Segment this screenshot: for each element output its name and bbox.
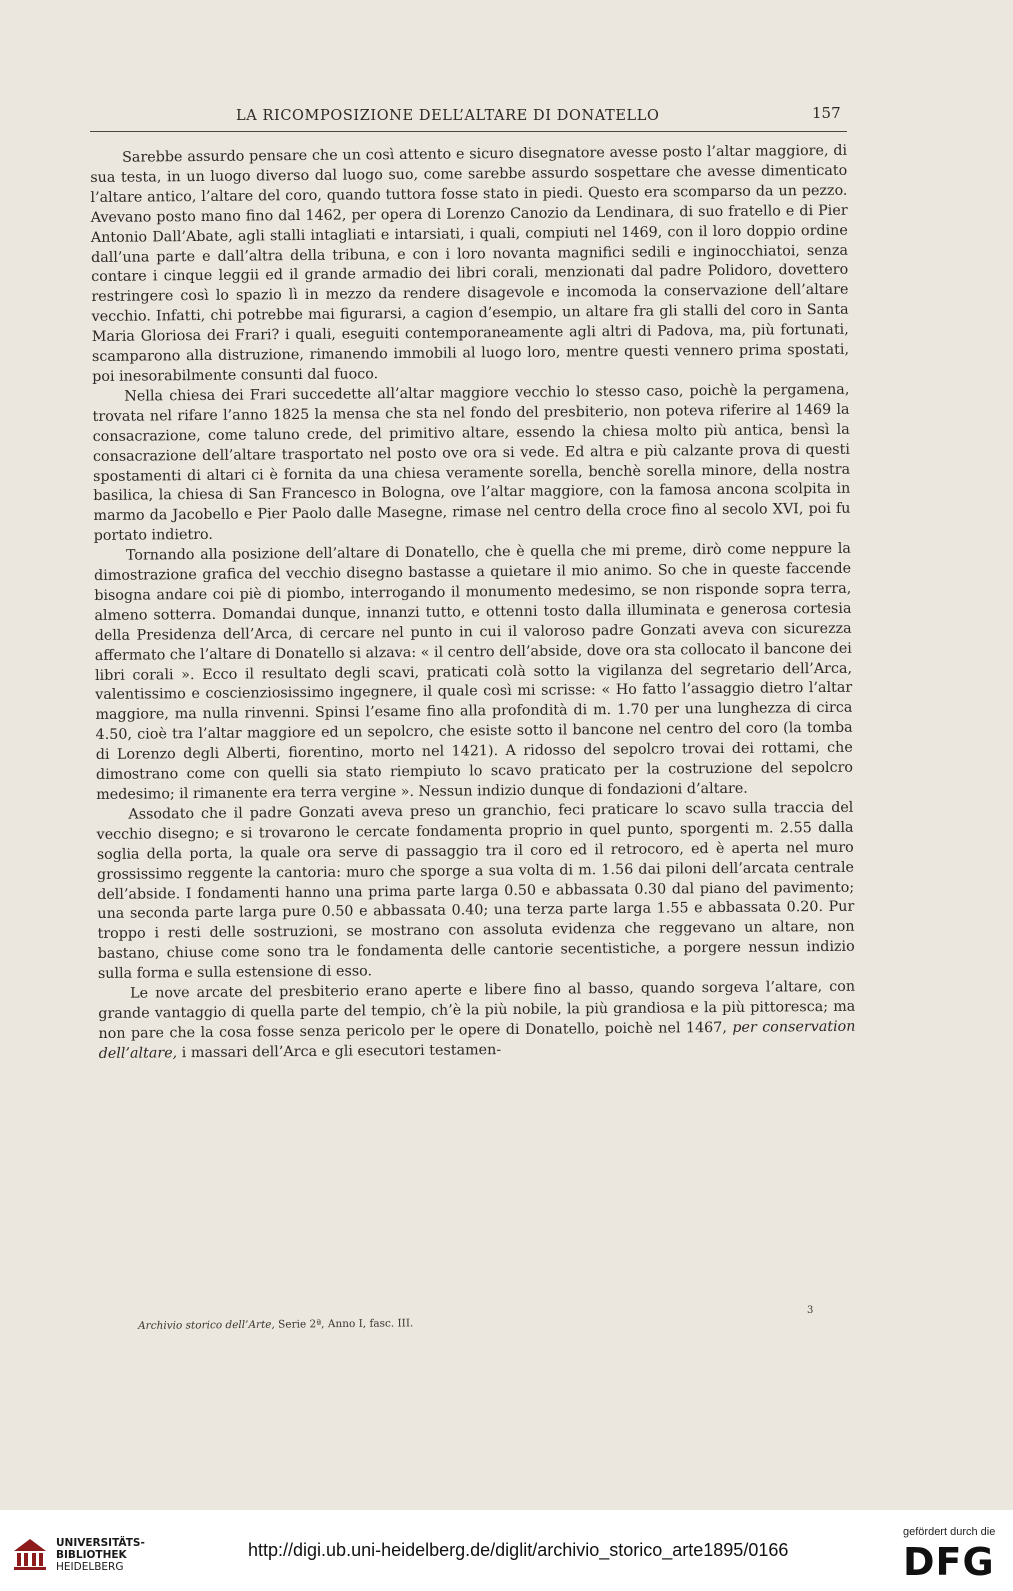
permalink-url[interactable]: http://digi.ub.uni-heidelberg.de/diglit/archivio_storico_arte1895/0166 — [248, 1540, 789, 1560]
italic-phrase: per conservation dell’altare, — [98, 1018, 856, 1062]
journal-footer — [138, 1317, 413, 1332]
library-name-line: BIBLIOTHEK — [56, 1549, 127, 1561]
funding-caption: gefördert durch die — [903, 1526, 996, 1538]
paragraph: Sarebbe assurdo pensare che un così attento e sicuro disegnatore avesse posto l’altar maggiore, di sua testa, in un luogo diverso dal luogo suo, come sarebbe assurdo sospettare che avesse dimenticato l’altare antico, l’altare del coro, quando tuttora fosse stato in piedi. Questo era scomparso da un pezzo. Avevano posto mano fino dal 1462, per opera di Lorenzo Canozio da Lendinara, di suo fratello e di Pier Antonio Dall’Abate, agli stalli intagliati e intarsiati, i quali, compiuti nel 1469, con il loro doppio ordine dall’una parte e dall’altra della tribuna, e con i loro novanta magnifici sedili e inginocchiatoi, senza contare i cinque leggii ed il grande armadio dei libri corali, menzionati dal padre Polidoro, dovettero restringere così lo spazio lì in mezzo da rendere disagevole e incomoda la conservazione dell’altare vecchio. Infatti, chi potrebbe mai figurarsi, a cagion d’esempio, un altare fra gli stalli del coro in Santa Maria Gloriosa dei Frari? i quali, eseguiti contemporaneamente agli altri di Padova, ma, più fortunati, scamparono alla distruzione, rimanendo immobili al luogo loro, mentre questi vennero prima spostati, poi inesorabilmente consunti dal fuoco. — [90, 142, 850, 385]
paragraph: Assodato che il padre Gonzati aveva preso un granchio, feci praticare lo scavo sulla traccia del vecchio disegno; e si trovarono le cercate fondamenta proprio in quel punto, sporgenti m. 2.55 dalla soglia della porta, la quale ora serve di passaggio tra il coro ed il retrocoro, ed è aperta nel muro grossissimo reggente la cantoria: muro che sporge a sua volta di m. 1.56 dai piloni dell’arcata centrale dell’abside. I fondamenti hanno una prima parte larga 0.50 e abbassata 0.30 dal piano del pavimento; una seconda parte larga pure 0.50 e abbassata 0.40; una terza parte larga 1.55 e abbassata 0.20. Pur troppo i resti delle sostruzioni, se mostrano con assoluta evidenza che reggevano un altare, non bastano, chiuse come sono tra le fondamenta delle cantorie secentistiche, a porgere nessun indizio sulla forma e sulla estensione di esso. — [96, 799, 855, 983]
running-title: LA RICOMPOSIZIONE DELL’ALTARE DI DONATELLO — [236, 108, 660, 124]
header-rule — [90, 131, 847, 132]
library-name-line: UNIVERSITÄTS- — [56, 1537, 145, 1549]
paragraph: Nella chiesa dei Frari succedette all’altar maggiore vecchio lo stesso caso, poichè la pergamena, trovata nel rifare l’anno 1825 la mensa che sta nel fondo del presbiterio, non poteva riferire al 1469 la consacrazione, come taluno crede, del primitivo altare, essendo la chiesa molto più antica, bensì la consacrazione dell’altare trasportato nel posto ove ora si vede. Ed altra e più calzante prova di questi spostamenti di altari ci è fornita da una chiesa veramente sorella, benchè sorella minore, della nostra basilica, la chiesa di San Francesco in Bologna, ove l’altar maggiore, con la famosa ancona scolpita in marmo da Jacobello e Pier Paolo dalle Masegne, rimase nel centro della croce fino al secolo XVI, poi fu portato indietro. — [92, 381, 851, 545]
paragraph-text: i massari dell’Arca e gli esecutori testamen- — [177, 1041, 502, 1061]
library-name[interactable] — [56, 1537, 145, 1573]
paragraph — [98, 978, 856, 1065]
library-name-line: HEIDELBERG — [56, 1561, 124, 1573]
paragraph-text: Le nove arcate del presbiterio erano aperte e libere fino al basso, quando sorgeva l’altare, con grande vantaggio di quella parte del tempio, ch’è la più nobile, la più grandiosa e la più pittoresca; ma non pare che la cosa fosse senza pericolo per le opere di Donatello, poichè nel 1467, — [98, 978, 856, 1042]
university-library-logo-icon — [10, 1533, 50, 1573]
journal-title: Archivio storico dell’Arte, — [138, 1318, 275, 1332]
page-number: 157 — [812, 104, 841, 122]
journal-issue: Serie 2ª, Anno I, fasc. III. — [274, 1317, 414, 1331]
dfg-logo[interactable]: DFG — [903, 1540, 995, 1584]
body-text — [90, 142, 856, 1065]
paragraph: Tornando alla posizione dell’altare di Donatello, che è quella che mi preme, dirò come neppure la dimostrazione grafica del vecchio disegno bastasse a quietare il mio animo. So che in queste faccende bisogna andare coi piè di piombo, interrogando il monumento medesimo, se non risponde sopra terra, almeno sotterra. Domandai dunque, innanzi tutto, e ottenni tosto dalla illuminata e generosa cortesia della Presidenza dell’Arca, di cercare nel punto in cui il valoroso padre Gonzati aveva con sicurezza affermato che l’altare di Donatello si alzava: « il centro dell’abside, dove ora sta collocato il bancone dei libri corali ». Ecco il resultato degli scavi, praticati colà sotto la vigilanza del segretario dell’Arca, valentissimo e coscienziosissimo ingegnere, il quale così mi scrisse: « Ho fatto l’assaggio dietro l’altar maggiore, ma nulla rinvenni. Spinsi l’esame fino alla profondità di m. 1.70 per una lunghezza di circa 4.50, cioè tra l’altar maggiore ed un sepolcro, che esiste sotto il bancone nel centro del coro (la tomba di Lorenzo degli Alberti, fiorentino, morto nel 1421). A ridosso del sepolcro trovai dei rottami, che dimostrano come con quelli sia stato riempiuto lo scavo praticato per la costruzione del sepolcro medesimo; il rimanente era terra vergine ». Nessun indizio dunque di fondazioni d’altare. — [94, 540, 854, 803]
signature-mark: 3 — [807, 1305, 814, 1316]
